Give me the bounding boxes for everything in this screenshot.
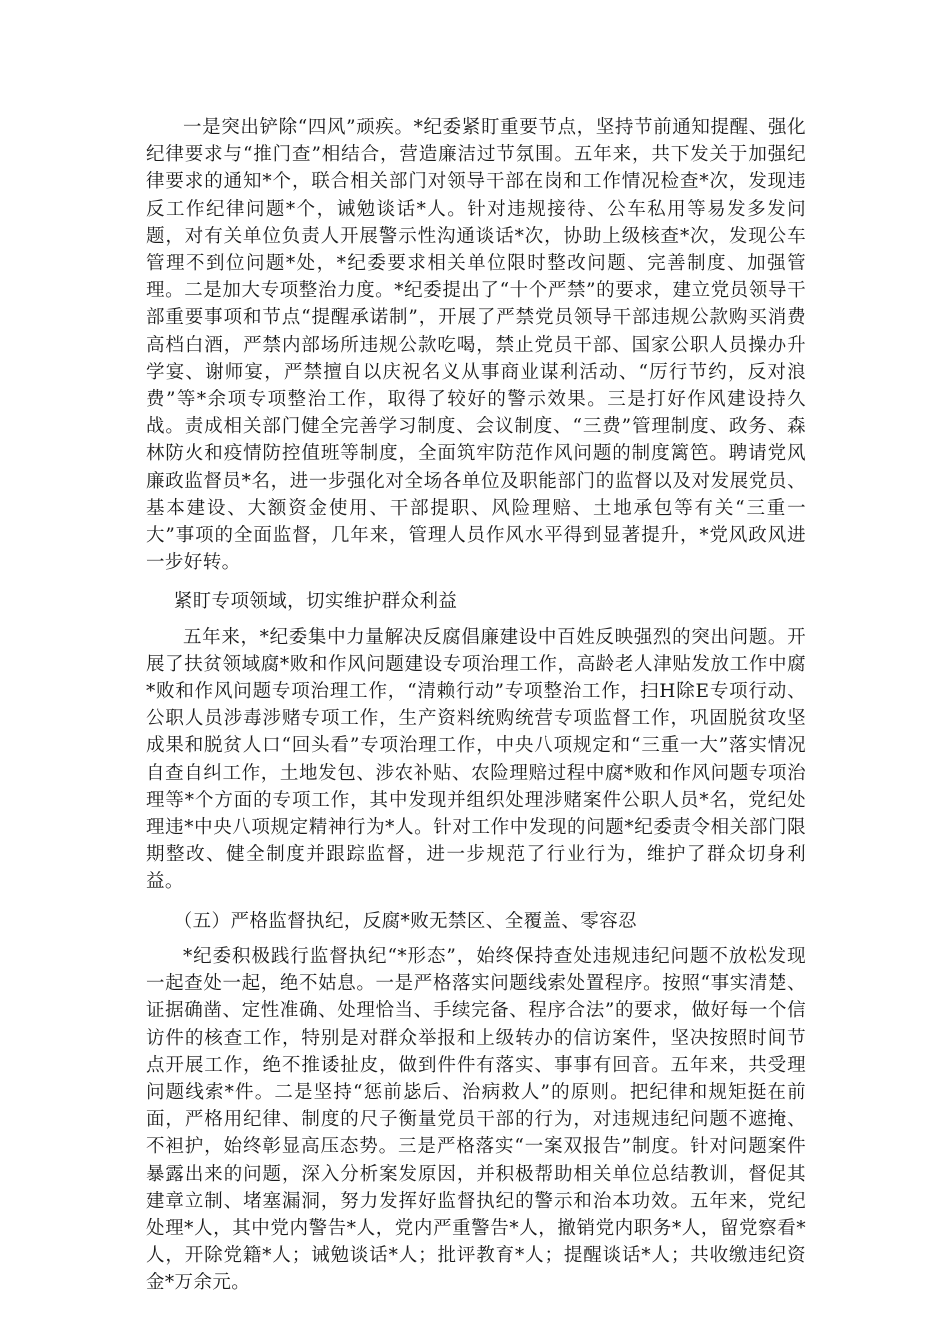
document-page (146, 114, 806, 1297)
section-heading-special-fields: 紧盯专项领域，切实维护群众利益 (173, 591, 458, 613)
section-heading-five-supervision: （五）严格监督执纪，反腐*败无禁区、全覆盖、零容忍 (173, 910, 638, 932)
paragraph-four-winds: 一是突出铲除“四风”顽疾。*纪委紧盯重要节点，坚持节前通知提醒、强化纪律要求与“推门查”相结合，营造廉洁过节氛围。五年来，共下发关于加强纪律要求的通知*个，联合相关部门对领导干部在岗和工作情况检查*次，发现违反工作纪律问题*个，诫勉谈话*人。针对违规接待、公车私用等易发多发问题，对有关单位负责人开展警示性沟通谈话*次，协助上级核查*次，发现公车管理不到位问题*处，*纪委要求相关单位限时整改问题、完善制度、加强管理。二是加大专项整治力度。*纪委提出了“十个严禁”的要求，建立党员领导干部重要事项和节点“提醒承诺制”，开展了严禁党员领导干部违规公款购买消费高档白酒，严禁内部场所违规公款吃喝，禁止党员干部、国家公职人员操办升学宴、谢师宴，严禁擅自以庆祝名义从事商业谋利活动、“厉行节约，反对浪费”等*余项专项整治工作，取得了较好的警示效果。三是打好作风建设持久战。责成相关部门健全完善学习制度、会议制度、“三费”管理制度、政务、森林防火和疫情防控值班等制度，全面筑牢防范作风问题的制度篱笆。聘请党风廉政监督员*名，进一步强化对全场各单位及职能部门的监督以及对发展党员、基本建设、大额资金使用、干部提职、风险理赔、土地承包等有关“三重一大”事项的全面监督，几年来，管理人员作风水平得到显著提升，*党风政风进一步好转。 (146, 117, 806, 574)
paragraph-supervision-discipline: *纪委积极践行监督执纪“*形态”，始终保持查处违规违纪问题不放松发现一起查处一起，绝不姑息。一是严格落实问题线索处置程序。按照“事实清楚、证据确凿、定性准确、处理恰当、手续完备、程序合法”的要求，做好每一个信访件的核查工作，特别是对群众举报和上级转办的信访案件，坚决按照时间节点开展工作，绝不推诿扯皮，做到件件有落实、事事有回音。五年来，共受理问题线索*件。二是坚持“惩前毖后、治病救人”的原则。把纪律和规矩挺在前面，严格用纪律、制度的尺子衡量党员干部的行为，对违规违纪问题不遮掩、不袒护，始终彰显高压态势。三是严格落实“一案双报告”制度。针对问题案件暴露出来的问题，深入分析案发原因，并积极帮助相关单位总结教训，督促其建章立制、堵塞漏洞，努力发挥好监督执纪的警示和治本功效。五年来，党纪处理*人，其中党内警告*人，党内严重警告*人，撤销党内职务*人，留党察看*人，开除党籍*人；诫勉谈话*人；批评教育*人；提醒谈话*人；共收缴违纪资金*万余元。 (146, 945, 806, 1294)
paragraph-special-governance: 五年来，*纪委集中力量解决反腐倡廉建设中百姓反映强烈的突出问题。开展了扶贫领域腐*败和作风问题建设专项治理工作，高龄老人津贴发放工作中腐*败和作风问题专项治理工作，“清赖行动”专项整治工作，扫H除E专项行动、公职人员涉毒涉赌专项工作，生产资料统购统营专项监督工作，巩固脱贫攻坚成果和脱贫人口“回头看”专项治理工作，中央八项规定和“三重一大”落实情况自查自纠工作，土地发包、涉农补贴、农险理赔过程中腐*败和作风问题专项治理等*个方面的专项工作，其中发现并组织处理涉赌案件公职人员*名，党纪处理违*中央八项规定精神行为*人。针对工作中发现的问题*纪委责令相关部门限期整改、健全制度并跟踪监督，进一步规范了行业行为，维护了群众切身利益。 (146, 626, 806, 893)
